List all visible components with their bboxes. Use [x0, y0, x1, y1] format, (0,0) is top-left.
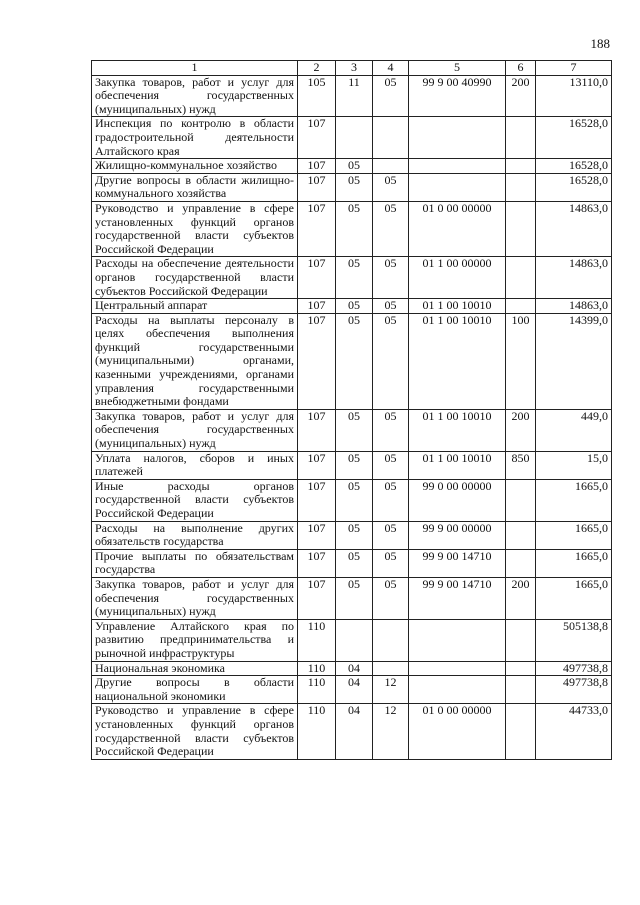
row-amount-cell: 16528,0 [536, 173, 612, 201]
budget-table [91, 60, 612, 760]
row-amount-cell: 44733,0 [536, 704, 612, 759]
row-section-cell: 05 [336, 521, 373, 549]
row-name-cell: Закупка товаров, работ и услуг для обеспечения государственных (муниципальных) нужд [92, 577, 298, 619]
row-section-cell: 05 [336, 173, 373, 201]
row-expense-type-cell [506, 159, 536, 174]
header-col-2: 2 [298, 61, 336, 76]
table-row [92, 549, 612, 577]
row-subsection-cell: 12 [373, 676, 409, 704]
row-expense-type-cell: 200 [506, 577, 536, 619]
row-name-cell: Расходы на выплаты персоналу в целях обеспечения выполнения функций государственными (муниципальными) органами, казенными учреждениями, органами управления государственными внебюджетными фондами [92, 313, 298, 409]
row-expense-type-cell [506, 549, 536, 577]
row-target-article-cell [409, 619, 506, 661]
row-amount-cell: 497738,8 [536, 661, 612, 676]
row-expense-type-cell [506, 479, 536, 521]
table-row [92, 619, 612, 661]
row-name-cell: Центральный аппарат [92, 299, 298, 314]
table-row [92, 577, 612, 619]
row-admin-code-cell: 110 [298, 704, 336, 759]
row-name-cell: Национальная экономика [92, 661, 298, 676]
table-row [92, 257, 612, 299]
row-subsection-cell: 05 [373, 577, 409, 619]
table-row [92, 299, 612, 314]
row-admin-code-cell: 110 [298, 619, 336, 661]
row-admin-code-cell: 107 [298, 521, 336, 549]
row-target-article-cell: 99 9 00 14710 [409, 549, 506, 577]
row-name-cell: Руководство и управление в сфере установленных функций органов государственной власти субъектов Российской Федерации [92, 704, 298, 759]
row-admin-code-cell: 107 [298, 313, 336, 409]
row-amount-cell: 1665,0 [536, 549, 612, 577]
table-row [92, 159, 612, 174]
row-section-cell: 05 [336, 159, 373, 174]
header-col-3: 3 [336, 61, 373, 76]
row-name-cell: Расходы на выполнение других обязательств государства [92, 521, 298, 549]
table-row [92, 173, 612, 201]
row-target-article-cell: 01 0 00 00000 [409, 704, 506, 759]
row-name-cell: Другие вопросы в области жилищно-коммунального хозяйства [92, 173, 298, 201]
row-amount-cell: 14863,0 [536, 257, 612, 299]
table-row [92, 313, 612, 409]
row-section-cell: 05 [336, 577, 373, 619]
table-row [92, 704, 612, 759]
row-expense-type-cell [506, 521, 536, 549]
row-section-cell: 05 [336, 409, 373, 451]
table-row [92, 75, 612, 117]
row-subsection-cell: 05 [373, 313, 409, 409]
row-expense-type-cell [506, 299, 536, 314]
row-target-article-cell: 01 1 00 10010 [409, 409, 506, 451]
row-expense-type-cell [506, 201, 536, 256]
row-subsection-cell: 05 [373, 549, 409, 577]
row-target-article-cell: 01 1 00 10010 [409, 299, 506, 314]
row-subsection-cell: 05 [373, 409, 409, 451]
row-section-cell: 05 [336, 299, 373, 314]
header-col-1: 1 [92, 61, 298, 76]
row-expense-type-cell [506, 257, 536, 299]
row-subsection-cell [373, 117, 409, 159]
row-target-article-cell: 99 0 00 00000 [409, 479, 506, 521]
row-target-article-cell: 01 0 00 00000 [409, 201, 506, 256]
row-expense-type-cell [506, 117, 536, 159]
header-col-5: 5 [409, 61, 506, 76]
row-admin-code-cell: 107 [298, 451, 336, 479]
row-section-cell: 05 [336, 201, 373, 256]
row-amount-cell: 14863,0 [536, 299, 612, 314]
row-admin-code-cell: 110 [298, 676, 336, 704]
row-name-cell: Расходы на обеспечение деятельности органов государственной власти субъектов Российской Федерации [92, 257, 298, 299]
row-target-article-cell [409, 173, 506, 201]
row-amount-cell: 15,0 [536, 451, 612, 479]
row-target-article-cell [409, 117, 506, 159]
row-amount-cell: 14863,0 [536, 201, 612, 256]
row-amount-cell: 1665,0 [536, 577, 612, 619]
row-name-cell: Управление Алтайского края по развитию предпринимательства и рыночной инфраструктуры [92, 619, 298, 661]
row-name-cell: Закупка товаров, работ и услуг для обеспечения государственных (муниципальных) нужд [92, 75, 298, 117]
table-row [92, 661, 612, 676]
row-target-article-cell: 99 9 00 14710 [409, 577, 506, 619]
row-expense-type-cell: 200 [506, 409, 536, 451]
table-row [92, 201, 612, 256]
row-admin-code-cell: 107 [298, 201, 336, 256]
row-name-cell: Закупка товаров, работ и услуг для обеспечения государственных (муниципальных) нужд [92, 409, 298, 451]
row-section-cell: 05 [336, 479, 373, 521]
row-target-article-cell: 01 1 00 10010 [409, 313, 506, 409]
row-section-cell: 05 [336, 313, 373, 409]
row-admin-code-cell: 107 [298, 159, 336, 174]
row-admin-code-cell: 107 [298, 577, 336, 619]
row-admin-code-cell: 107 [298, 299, 336, 314]
row-amount-cell: 505138,8 [536, 619, 612, 661]
row-admin-code-cell: 105 [298, 75, 336, 117]
row-section-cell: 04 [336, 704, 373, 759]
row-section-cell: 11 [336, 75, 373, 117]
row-amount-cell: 13110,0 [536, 75, 612, 117]
row-expense-type-cell [506, 676, 536, 704]
table-row [92, 521, 612, 549]
row-target-article-cell [409, 676, 506, 704]
row-amount-cell: 449,0 [536, 409, 612, 451]
row-subsection-cell: 05 [373, 299, 409, 314]
header-col-7: 7 [536, 61, 612, 76]
row-expense-type-cell: 850 [506, 451, 536, 479]
row-admin-code-cell: 107 [298, 409, 336, 451]
row-section-cell: 04 [336, 661, 373, 676]
row-amount-cell: 1665,0 [536, 479, 612, 521]
row-subsection-cell [373, 159, 409, 174]
row-admin-code-cell: 107 [298, 549, 336, 577]
row-admin-code-cell: 107 [298, 257, 336, 299]
row-name-cell: Уплата налогов, сборов и иных платежей [92, 451, 298, 479]
row-target-article-cell: 99 9 00 00000 [409, 521, 506, 549]
row-amount-cell: 497738,8 [536, 676, 612, 704]
row-name-cell: Инспекция по контролю в области градостроительной деятельности Алтайского края [92, 117, 298, 159]
row-subsection-cell: 05 [373, 201, 409, 256]
table-row [92, 409, 612, 451]
row-expense-type-cell: 100 [506, 313, 536, 409]
row-section-cell: 05 [336, 257, 373, 299]
row-target-article-cell [409, 159, 506, 174]
row-section-cell: 04 [336, 676, 373, 704]
page-number: 188 [590, 36, 610, 51]
table-header-row [92, 61, 612, 76]
table-row [92, 117, 612, 159]
row-target-article-cell: 01 1 00 00000 [409, 257, 506, 299]
row-subsection-cell: 05 [373, 521, 409, 549]
header-col-4: 4 [373, 61, 409, 76]
table-row [92, 479, 612, 521]
row-subsection-cell: 05 [373, 451, 409, 479]
row-name-cell: Прочие выплаты по обязательствам государства [92, 549, 298, 577]
table-row [92, 451, 612, 479]
row-name-cell: Иные расходы органов государственной власти субъектов Российской Федерации [92, 479, 298, 521]
row-name-cell: Жилищно-коммунальное хозяйство [92, 159, 298, 174]
header-col-6: 6 [506, 61, 536, 76]
row-target-article-cell [409, 661, 506, 676]
row-target-article-cell: 99 9 00 40990 [409, 75, 506, 117]
table-row [92, 676, 612, 704]
row-expense-type-cell [506, 619, 536, 661]
row-expense-type-cell [506, 704, 536, 759]
row-expense-type-cell [506, 173, 536, 201]
row-subsection-cell: 05 [373, 75, 409, 117]
row-section-cell [336, 117, 373, 159]
row-amount-cell: 16528,0 [536, 117, 612, 159]
row-subsection-cell [373, 661, 409, 676]
row-name-cell: Другие вопросы в области национальной экономики [92, 676, 298, 704]
row-amount-cell: 14399,0 [536, 313, 612, 409]
row-amount-cell: 16528,0 [536, 159, 612, 174]
row-target-article-cell: 01 1 00 10010 [409, 451, 506, 479]
row-subsection-cell: 05 [373, 173, 409, 201]
row-admin-code-cell: 110 [298, 661, 336, 676]
row-admin-code-cell: 107 [298, 117, 336, 159]
row-amount-cell: 1665,0 [536, 521, 612, 549]
row-admin-code-cell: 107 [298, 479, 336, 521]
row-subsection-cell: 05 [373, 479, 409, 521]
row-subsection-cell [373, 619, 409, 661]
row-section-cell [336, 619, 373, 661]
row-admin-code-cell: 107 [298, 173, 336, 201]
row-expense-type-cell [506, 661, 536, 676]
row-subsection-cell: 05 [373, 257, 409, 299]
row-subsection-cell: 12 [373, 704, 409, 759]
row-section-cell: 05 [336, 549, 373, 577]
row-expense-type-cell: 200 [506, 75, 536, 117]
row-section-cell: 05 [336, 451, 373, 479]
row-name-cell: Руководство и управление в сфере установленных функций органов государственной власти субъектов Российской Федерации [92, 201, 298, 256]
